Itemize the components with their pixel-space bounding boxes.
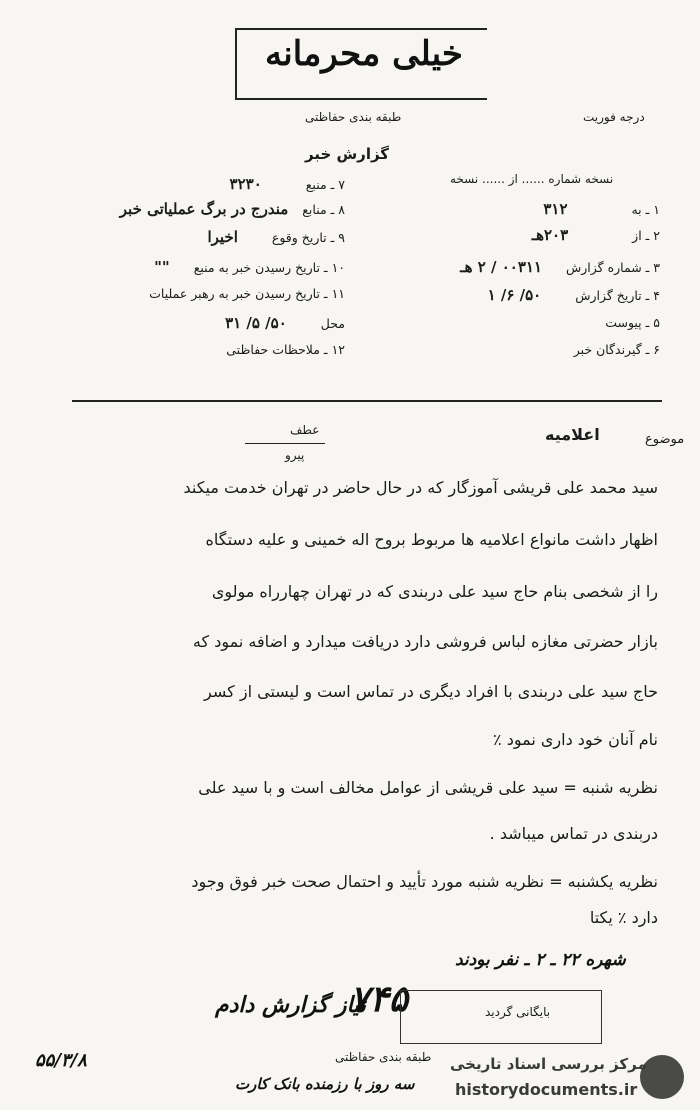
- field-report-date: ۴ ـ تاریخ گزارش ۵۰/ ۶/ ۱: [487, 286, 660, 304]
- body-line-7: نظریه شنبه = سید علی قریشی از عوامل مخالف است و با سید علی: [198, 778, 658, 797]
- subject-label: موضوع: [645, 432, 685, 447]
- body-line-9: نظریه یکشنبه = نظریه شنبه مورد تأیید و احتمال صحت خبر فوق وجود: [191, 872, 658, 891]
- reference-rule: [245, 443, 325, 444]
- number-mark: ۷۴۵: [350, 978, 409, 1020]
- body-line-10: دارد ٪ یکتا: [589, 908, 658, 927]
- body-line-5: حاج سید علی دربندی با افراد دیگری در تماس است و لیستی از کسر: [204, 682, 658, 701]
- body-line-2: اظهار داشت مانواع اعلامیه ها مربوط بروح اله خمینی و علیه دستگاه: [205, 530, 658, 549]
- watermark-url: historydocuments.ir: [455, 1080, 638, 1099]
- report-title: گزارش خبر: [305, 145, 390, 163]
- follow-label: پیرو: [285, 448, 305, 462]
- left-handwritten-note: نیاز گزارش دادم: [215, 992, 366, 1018]
- classification-level-label: طبقه بندی حفاظتی: [305, 110, 402, 124]
- field-recipients: ۶ ـ گیرندگان خبر: [573, 342, 660, 357]
- watermark-name: مرکز بررسی اسناد تاریخی: [450, 1055, 647, 1073]
- left-handwritten-number: ۵۵/۳/۸: [35, 1050, 87, 1071]
- header-divider: [72, 400, 662, 402]
- archive-seal-label: بایگانی گردید: [485, 1005, 551, 1019]
- field-event-date: ۹ ـ تاریخ وقوع اخیرا: [207, 228, 345, 246]
- copy-info: نسخه شماره ...... از ...... نسخه: [450, 172, 614, 186]
- field-security-notes: ۱۲ ـ ملاحظات حفاظتی: [226, 342, 345, 357]
- urgency-label: درجه فوریت: [583, 110, 645, 124]
- field-date-to-leader: ۱۱ ـ تاریخ رسیدن خبر به رهبر عملیات: [149, 286, 345, 301]
- body-line-3: را از شخصی بنام حاج سید علی دربندی که در تهران چهارراه مولوی: [211, 582, 658, 601]
- handwritten-note: شهره ۲۲ ـ ۲ ـ نفر بودند: [455, 950, 626, 970]
- field-to: ۱ ـ به ۳۱۲: [543, 200, 660, 218]
- field-from: ۲ ـ از ۲۰۳هـ: [531, 226, 660, 244]
- body-line-8: دربندی در تماس میباشد .: [489, 824, 658, 843]
- field-attachment: ۵ ـ پیوست: [605, 315, 660, 330]
- field-location: محل ۵۰/ ۵/ ۳۱: [225, 314, 345, 332]
- reference-label: عطف: [290, 423, 320, 437]
- classification-footer: طبقه بندی حفاظتی: [335, 1050, 432, 1064]
- body-line-4: بازار حضرتی مغازه لباس فروشی دارد دریافت میدارد و اضافه نمود که: [192, 632, 658, 651]
- field-sources: ۸ ـ منابع مندرج در برگ عملیاتی خبر: [119, 200, 345, 218]
- field-report-number: ۳ ـ شماره گزارش ۰۰۳۱۱ / ۲ هـ: [460, 258, 660, 276]
- subject-value: اعلامیه: [545, 425, 600, 444]
- body-line-1: سید محمد علی قریشی آموزگار که در حال حاضر در تهران خدمت میکند: [183, 478, 658, 497]
- field-source: ۷ ـ منبع ۳۲۳۰: [229, 175, 345, 193]
- classification-stamp: خیلی محرمانه: [265, 34, 463, 74]
- body-line-6: نام آنان خود داری نمود ٪: [493, 730, 658, 749]
- field-date-to-source: ۱۰ ـ تاریخ رسیدن خبر به منبع "": [154, 258, 345, 276]
- bottom-handwritten-note: سه روز با رزمنده بانک کارت: [235, 1075, 415, 1093]
